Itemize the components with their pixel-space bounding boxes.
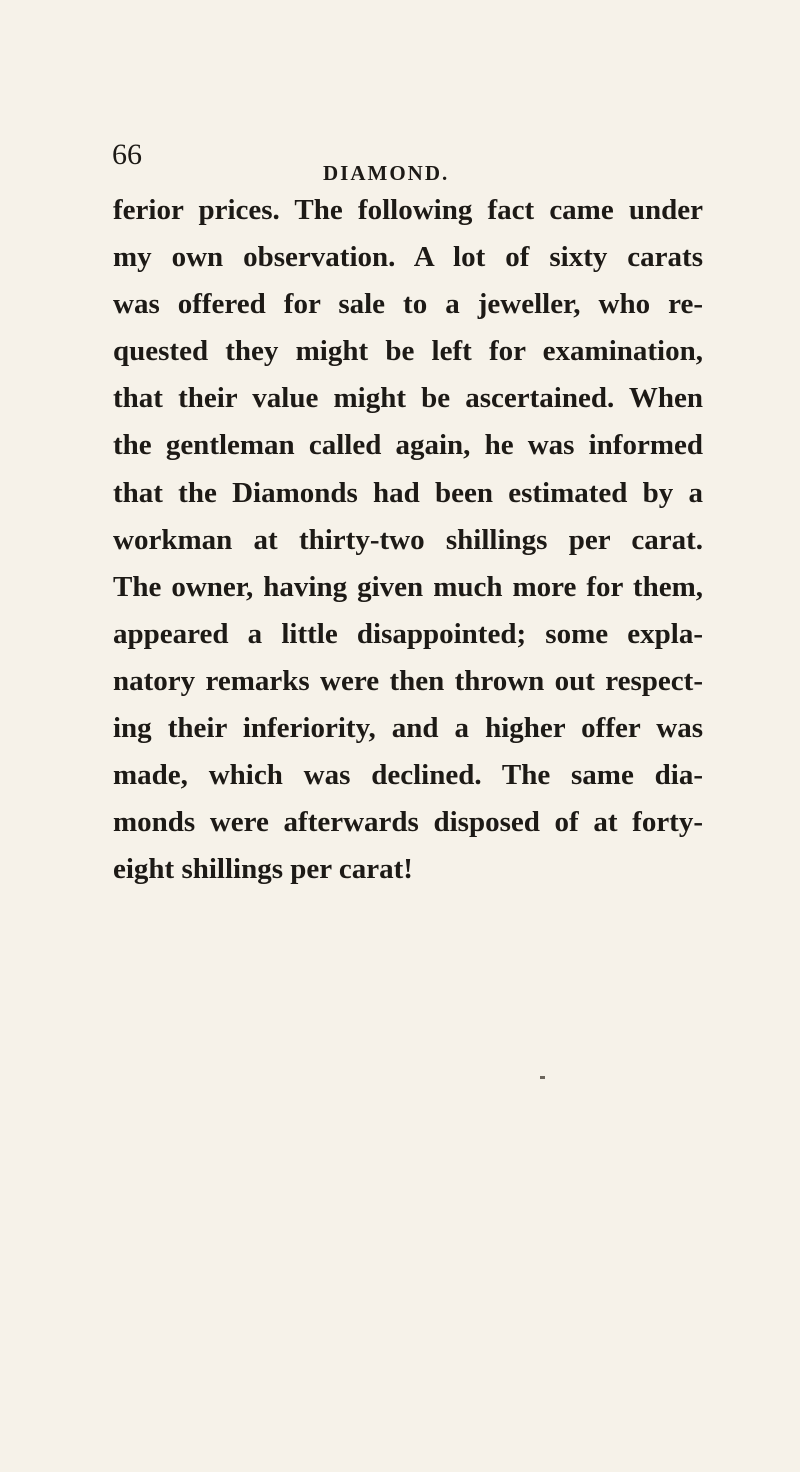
text-line: The owner, having given much more for them,	[113, 570, 703, 603]
text-line: workman at thirty-two shillings per carat.	[113, 523, 703, 556]
page-number: 66	[112, 138, 142, 171]
text-line: quested they might be left for examination,	[113, 335, 703, 368]
text-line: natory remarks were then thrown out respect-	[113, 664, 703, 697]
body-paragraph	[113, 187, 703, 893]
text-line: monds were afterwards disposed of at forty-	[113, 806, 703, 839]
text-line: that their value might be ascertained. When	[113, 382, 703, 415]
running-head: DIAMOND.	[323, 161, 450, 185]
printer-mark	[540, 1076, 545, 1079]
text-line: was offered for sale to a jeweller, who re-	[113, 288, 703, 321]
text-line: eight shillings per carat!	[113, 853, 413, 886]
text-line: made, which was declined. The same dia-	[113, 759, 703, 792]
text-line: my own observation. A lot of sixty carats	[113, 241, 703, 274]
text-line: that the Diamonds had been estimated by a	[113, 476, 703, 509]
text-line: ing their inferiority, and a higher offer was	[113, 712, 703, 745]
text-line: ferior prices. The following fact came under	[113, 194, 703, 226]
text-line: appeared a little disappointed; some expla-	[113, 617, 703, 650]
text-line: the gentleman called again, he was informed	[113, 429, 703, 462]
